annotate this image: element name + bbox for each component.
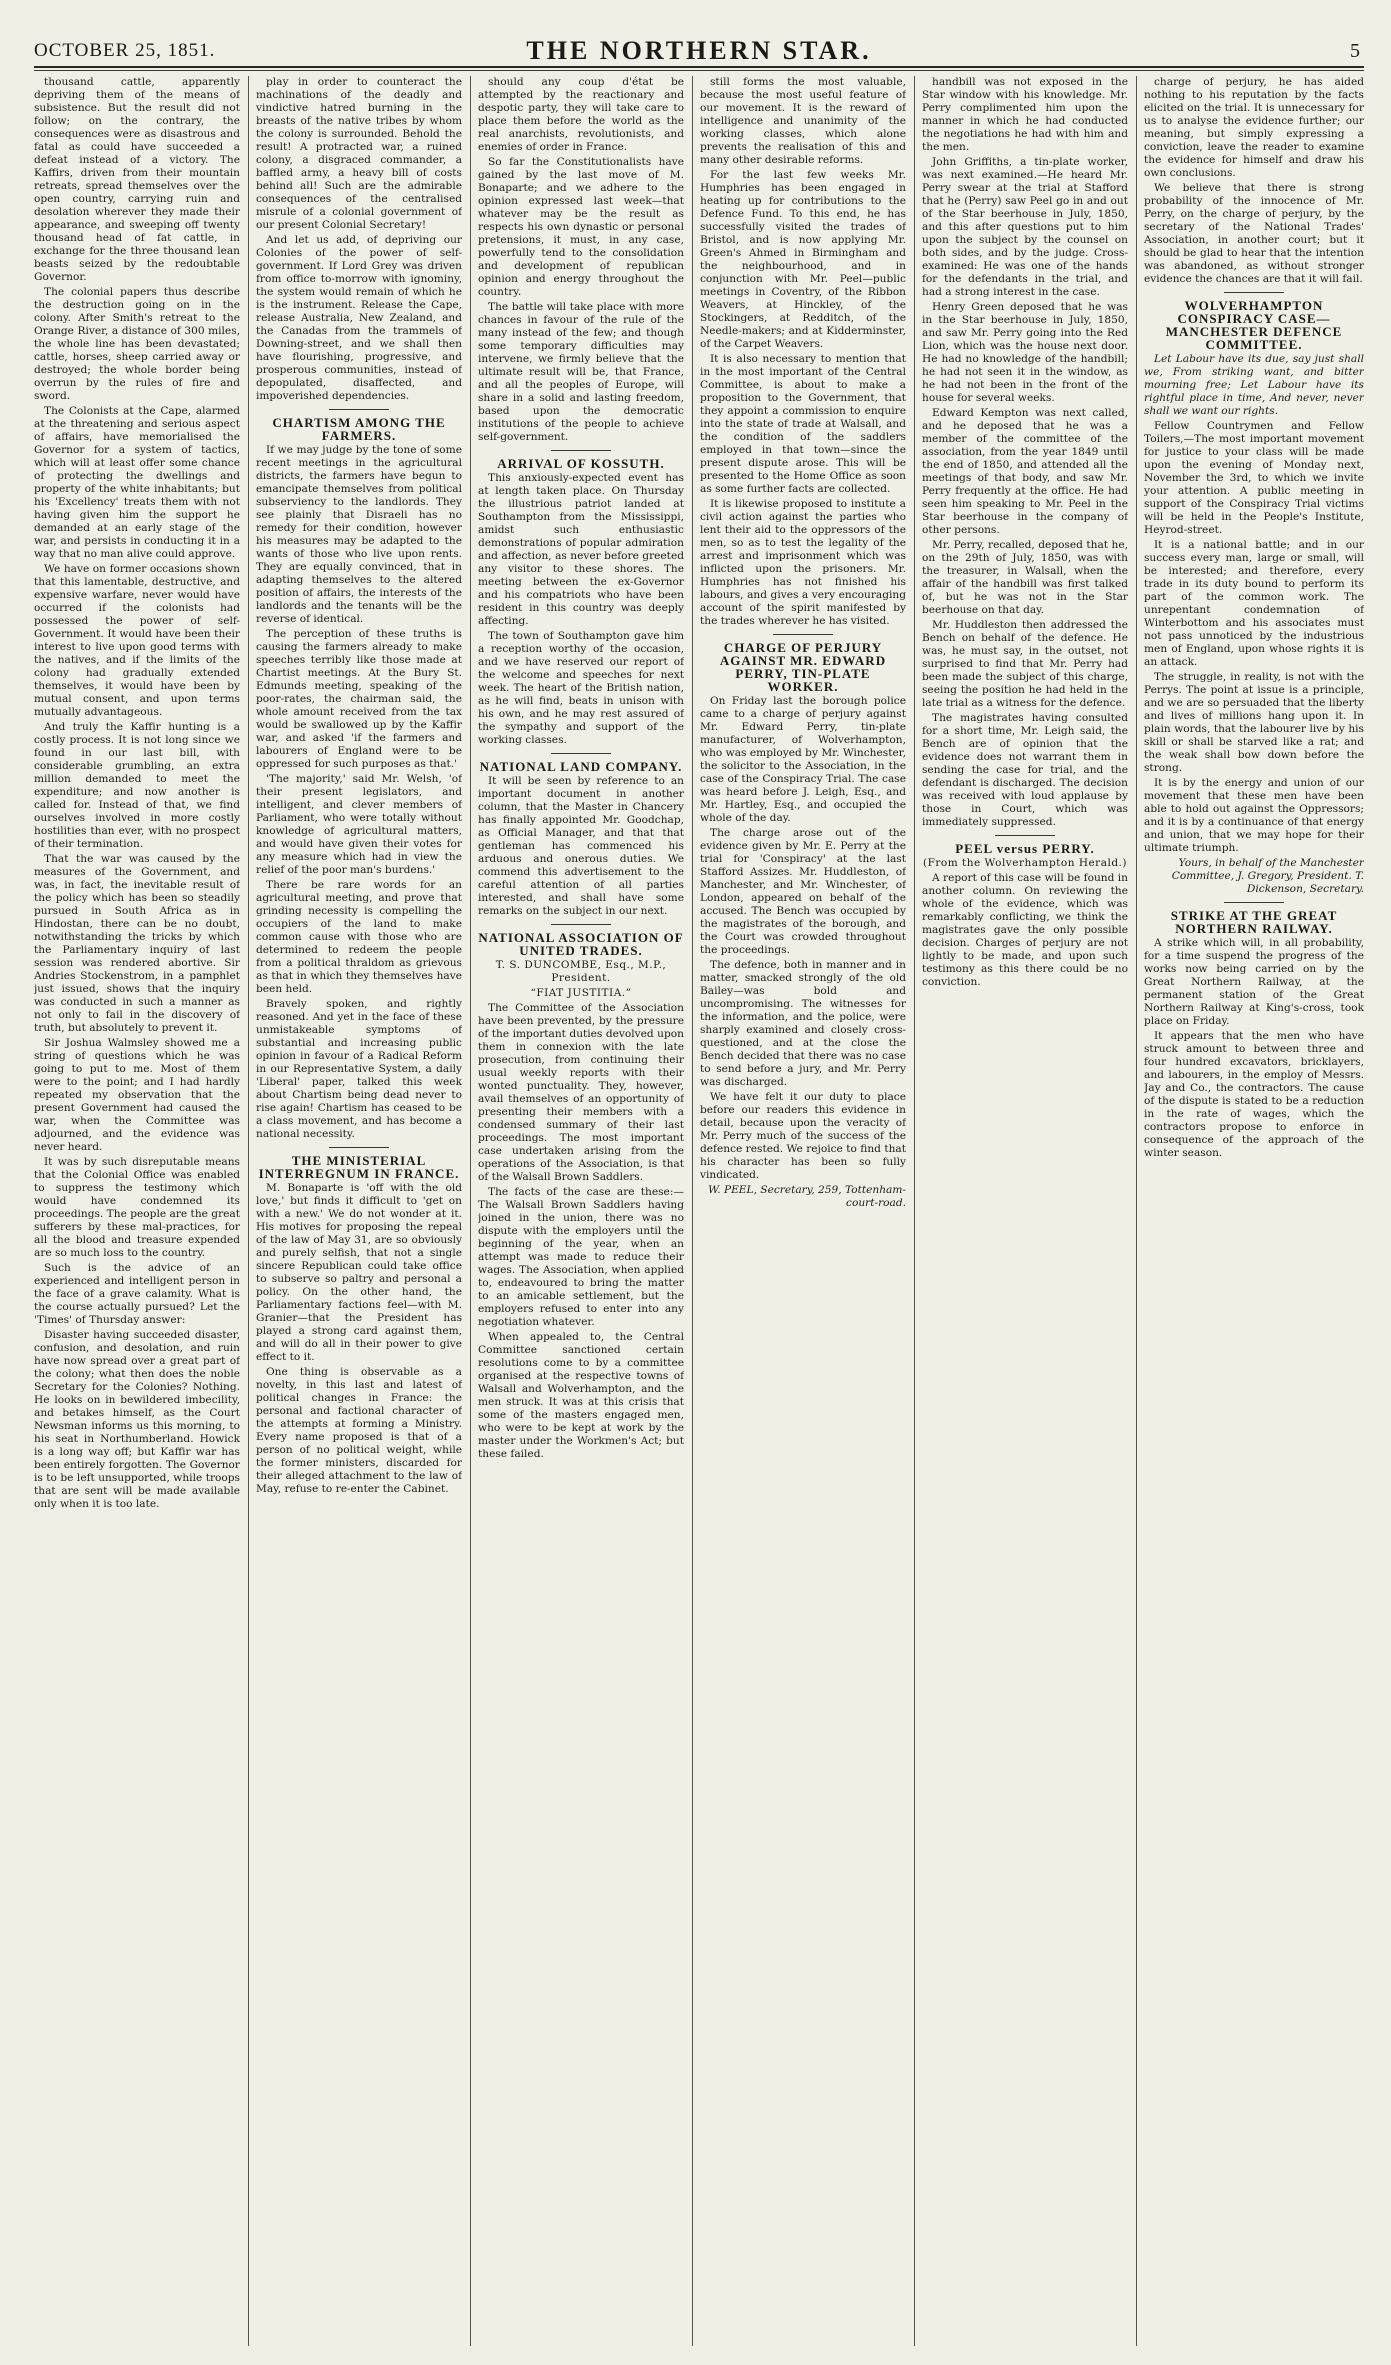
paragraph: So far the Constitutionalists have gained by the last move of M. Bonaparte; and we adhere to the opinion expressed last week—that whatever may be the result as respects his own dynastic or personal pretensions, it must, in any case, powerfully tend to the consolidation and development of republican opinion and energy throughout the country.: [478, 156, 684, 298]
paragraph: Mr. Perry, recalled, deposed that he, on the 29th of July, 1850, was with the treasurer, in Walsall, when the affair of the handbill was first talked of, but he was not in the Star beerhouse on that day.: [922, 539, 1128, 616]
column-divider: [470, 76, 471, 2346]
paragraph: Disaster having succeeded disaster, confusion, and desolation, and ruin have now spread over a great part of the colony; what then does the noble Secretary for the Colonies? Nothing. He looks on in bewildered imbecility, and betakes himself, as the Court Newsman informs us this morning, to his seat in Northumberland. Howick is a long way off; but Kaffir war has been entirely forgotten. The Governor is to be left unsupported, while troops that are sent will be made available only when it is too late.: [34, 1329, 240, 1510]
headline-chartism: CHARTISM AMONG THE FARMERS.: [272, 415, 446, 443]
paragraph: Such is the advice of an experienced and intelligent person in the face of a grave calamity. What is the course actually pursued? Let the 'Times' of Thursday answer:: [34, 1262, 240, 1326]
paragraph: should any coup d'état be attempted by the reactionary and despotic party, they will take care to place them before the world as the real anarchists, revolutionists, and enemies of order in France.: [478, 76, 684, 153]
paragraph: thousand cattle, apparently depriving them of the means of subsistence. But the result did not follow; on the contrary, the consequences were as disastrous and fatal as could have succeeded a defeat instead of a victory. The Kaffirs, driven from their mountain retreats, spread themselves over the open country, carrying ruin and desolation wherever they made their appearance, and sweeping off twenty thousand head of fat cattle, in exchange for the three thousand lean beasts seized by the redoubtable Governor.: [34, 76, 240, 283]
paragraph: It is a national battle; and in our success every man, large or small, will be interested; and therefore, every trade in its duty bound to perform its part of the common work. The unrepentant condemnation of Winterbottom and his associates must not pass unnoticed by the industrious men of England, upon whose rights it is an attack.: [1144, 539, 1364, 668]
paragraph: Fellow Countrymen and Fellow Toilers,—The most important movement for justice to your class will be made upon the evening of Monday next, November the 3rd, to which we invite your attention. A public meeting in support of the Conspiracy Trial victims will be held in the People's Institute, Heyrod-street.: [1144, 420, 1364, 536]
headline-peel-versus-perry: PEEL versus PERRY.: [955, 841, 1095, 856]
paragraph: A report of this case will be found in another column. On reviewing the whole of the evidence, which was remarkably conflicting, we think the magistrates gave the only possible decision. Charges of perjury are not lightly to be made, and upon such testimony as this there could be no conviction.: [922, 872, 1128, 988]
section-rule: [329, 1147, 389, 1148]
page-number: 5: [1350, 40, 1360, 62]
paragraph: The perception of these truths is causing the farmers already to make speeches terribly like those made at Chartist meetings. At the Bury St. Edmunds meeting, speaking of the poor-rates, the chairman said, the whole amount received from the tax would be swallowed up by the Kaffir war, and asked 'if the farmers and labourers of England were to be oppressed for such purposes as that.': [256, 628, 462, 770]
paragraph: One thing is observable as a novelty, in this last and latest of political changes in France: the personal and factional character of the attempts at forming a Ministry. Every name proposed is that of a person of no political weight, while the former ministers, discarded for their alleged attachment to the law of May, refuse to re-enter the Cabinet.: [256, 1366, 462, 1495]
section-rule: [773, 634, 833, 635]
source-line: (From the Wolverhampton Herald.): [923, 857, 1127, 869]
masthead-rule: [34, 70, 1364, 71]
verse: Let Labour have its due, say just shall we, From striking want, and bitter mourning free; Let Labour have its rightful place in time, And never, never shall we want our rights.: [1144, 353, 1364, 417]
paragraph: We have felt it our duty to place before our readers this evidence in detail, because upon the veracity of Mr. Perry much of the success of the defence rested. We rejoice to find that his character has been so fully vindicated.: [700, 1091, 906, 1181]
newspaper-title: THE NORTHERN STAR.: [526, 36, 872, 65]
headline-railway-strike: STRIKE AT THE GREAT NORTHERN RAILWAY.: [1170, 908, 1338, 936]
paragraph: The charge arose out of the evidence given by Mr. E. Perry at the trial for 'Conspiracy' at the last Stafford Assizes. Mr. Huddleston, of Manchester, and Mr. Winchester, of London, appeared on behalf of the accused. The Bench was occupied by the magistrates of the borough, and the Court was crowded throughout the proceedings.: [700, 827, 906, 956]
paragraph: The Committee of the Association have been prevented, by the pressure of the important duties devolved upon them in connexion with the late prosecution, from continuing their usual weekly reports with their wonted punctuality. They, however, avail themselves of an opportunity of presenting their members with a condensed summary of their last proceedings. The most important case undertaken arising from the operations of the Association, is that of the Walsall Brown Saddlers.: [478, 1002, 684, 1183]
paragraph: It is by the energy and union of our movement that these men have been able to hold out against the Oppressors; and it is by a continuance of that energy and union, that we may hope for their ultimate triumph.: [1144, 777, 1364, 854]
paragraph: It is likewise proposed to institute a civil action against the parties who lent their aid to the oppressors of the men, so as to test the legality of the arrest and imprisonment which was inflicted upon the prisoners. Mr. Humphries has not finished his labours, and gives a very encouraging account of the spirit manifested by the trades wherever he has visited.: [700, 498, 906, 627]
paragraph: Henry Green deposed that he was in the Star beerhouse in July, 1850, and saw Mr. Perry going into the Red Lion, which was the house next door. He had no knowledge of the handbill; he had not seen it in the window, as he had not been in the front of the house for several weeks.: [922, 301, 1128, 404]
column-4: [700, 76, 906, 2346]
column-divider: [692, 76, 693, 2346]
section-rule: [1224, 292, 1284, 293]
column-divider: [914, 76, 915, 2346]
paragraph: The struggle, in reality, is not with the Perrys. The point at issue is a principle, and we are so persuaded that the liberty and lives of millions hang upon it. In plain words, that the labourer live by his skill or shall be starved like a rat; and the weak shall bow down before the strong.: [1144, 671, 1364, 774]
signature: Yours, in behalf of the Manchester Committee, J. Gregory, President. T. Dickenson, Secretary.: [1171, 857, 1364, 895]
paragraph: The facts of the case are these:— The Walsall Brown Saddlers having joined in the union, there was no dispute with the employers until the beginning of the year, when an attempt was made to reduce their wages. The Association, when applied to, endeavoured to bring the matter to an amicable settlement, but the employers refused to enter into any negotiation whatever.: [478, 1186, 684, 1328]
column-5: [922, 76, 1128, 2346]
headline-defence-committee: WOLVERHAMPTON CONSPIRACY CASE— MANCHESTER DEFENCE COMMITTEE.: [1165, 298, 1343, 352]
paragraph: That the war was caused by the measures of the Government, and was, in fact, the inevitable result of the policy which has been so steadily pursued in South Africa as in Hindostan, there can be no doubt, notwithstanding the tricks by which the Parliamentary inquiry of last session was rendered abortive. Sir Andries Stockenstrom, in a pamphlet just issued, shows that the inquiry was conducted in such a manner as not only to fail in the discovery of truth, but absolutely to prevent it.: [34, 853, 240, 1034]
paragraph: We have on former occasions shown that this lamentable, destructive, and expensive warfare, never would have occurred if the colonists had possessed the power of self-Government. It would have been their interest to live upon good terms with the natives, and if the limits of the colony had gradually extended themselves, it would have been by mutual consent, and upon terms mutually advantageous.: [34, 563, 240, 718]
paragraph: It is also necessary to mention that in the most important of the Central Committee, is about to make a proposition to the Government, that they appoint a commission to enquire into the state of trade at Walsall, and the condition of the saddlers employed in that town—since the present dispute arose. This will be presented to the Home Office as soon as some further facts are collected.: [700, 353, 906, 495]
columns-area: [34, 76, 1364, 2346]
column-3: [478, 76, 684, 2346]
paragraph: Mr. Huddleston then addressed the Bench on behalf of the defence. He was, he must say, in the outset, not surprised to find that Mr. Perry had been made the subject of this charge, seeing the position he had held in the late trial as a witness for the defence.: [922, 619, 1128, 709]
column-6: [1144, 76, 1364, 2346]
paragraph: 'The majority,' said Mr. Welsh, 'of their present legislators, and intelligent, and clever members of Parliament, who were totally without knowledge of agricultural matters, and would have given their votes for any measure which had in view the relief of the poor man's burdens.': [256, 773, 462, 876]
paragraph: The colonial papers thus describe the destruction going on in the colony. After Smith's retreat to the Orange River, a distance of 300 miles, the whole line has been devastated; cattle, horses, sheep carried away or destroyed; the whole border being overrun by the rules of fire and sword.: [34, 286, 240, 402]
paragraph: charge of perjury, he has aided nothing to his reputation by the facts elicited on the trial. It is unnecessary for us to analyse the evidence further; our meaning, but simply expressing a conviction, leave the reader to examine the evidence for himself and draw his own conclusions.: [1144, 76, 1364, 179]
signature: W. PEEL, Secretary, 259, Tottenham-court-road.: [708, 1184, 906, 1209]
paragraph: John Griffiths, a tin-plate worker, was next examined.—He heard Mr. Perry swear at the trial at Stafford that he (Perry) saw Peel go in and out of the Star beerhouse in July, 1850, and this after questions put to him upon the subject by the counsel on both sides, and by the judge. Cross-examined: He was one of the hands for the defendants in the trial, and had a strong interest in the case.: [922, 156, 1128, 298]
section-rule: [551, 753, 611, 754]
paragraph: still forms the most valuable, because the most useful feature of our movement. It is the reward of intelligence and unanimity of the working classes, which alone prevents the realisation of this and many other desirable reforms.: [700, 76, 906, 166]
paragraph: play in order to counteract the machinations of the deadly and vindictive hatred burning in the breasts of the native tribes by whom the colony is surrounded. Behold the result! A protracted war, a ruined colony, a disgraced commander, a baffled army, a heavy bill of costs behind all! Such are the admirable consequences of the centralised misrule of a colonial government of our present Colonial Secretary!: [256, 76, 462, 231]
paragraph: The magistrates having consulted for a short time, Mr. Leigh said, the Bench are of opinion that the evidence does not warrant them in sending the case for trial, and the defendant is discharged. The decision was received with loud applause by those in Court, which was immediately suppressed.: [922, 712, 1128, 828]
masthead: [34, 38, 1364, 68]
section-rule: [1224, 902, 1284, 903]
column-1: [34, 76, 240, 2346]
paragraph: And let us add, of depriving our Colonies of the power of self-government. If Lord Grey was driven from office to-morrow with ignominy, the system would remain of which he is the instrument. Release the Cape, release Australia, New Zealand, and the Canadas from the trammels of Downing-street, and we shall then have flourishing, progressive, and prosperous communities, instead of depopulated, disaffected, and impoverished dependencies.: [256, 234, 462, 402]
paragraph: For the last few weeks Mr. Humphries has been engaged in heating up for contributions to the Defence Fund. To this end, he has successfully visited the trades of Bristol, and is now applying Mr. Green's Ahmed in Birmingham and the neighbourhood, and in conjunction with Mr. Peel—public meetings in Coventry, of the Ribbon Weavers, at Hinckley, of the Stockingers, at Redditch, of the Needle-makers; and at Kidderminster, of the Carpet Weavers.: [700, 169, 906, 350]
paragraph: The defence, both in manner and in matter, smacked strongly of the old Bailey—was bold and uncompromising. The witnesses for the information, and the police, were sharply examined and closely cross-questioned, and at the close the Bench decided that there was no case to send before a jury, and Mr. Perry was discharged.: [700, 959, 906, 1088]
paragraph: It will be seen by reference to an important document in another column, that the Master in Chancery has finally appointed Mr. Goodchap, as Official Manager, and that that gentleman has commenced his arduous and onerous duties. We commend this advertisement to the careful attention of all parties interested, and shall have some remarks on the subject in our next.: [478, 775, 684, 917]
paragraph: When appealed to, the Central Committee sanctioned certain resolutions come to by a committee organised at the respective towns of Walsall and Wolverhampton, and the men struck. It was at this crisis that some of the masters engaged men, who were to be kept at work by the master under the Workmen's Act; but these failed.: [478, 1331, 684, 1460]
headline-kossuth: ARRIVAL OF KOSSUTH.: [497, 456, 665, 471]
headline-perjury: CHARGE OF PERJURY AGAINST MR. EDWARD PERRY, TIN-PLATE WORKER.: [719, 640, 887, 694]
paragraph: It was by such disreputable means that the Colonial Office was enabled to suppress the testimony which would have condemned its proceedings. The people are the great sufferers by these mal-practices, for all the blood and treasure expended are so much loss to the country.: [34, 1156, 240, 1259]
paragraph: This anxiously-expected event has at length taken place. On Thursday the illustrious patriot landed at Southampton from the Mississippi, amidst such enthusiastic demonstrations of popular admiration and affection, as never before greeted any visitor to these shores. The meeting between the ex-Governor and his compatriots who have been resident in this country was deeply affecting.: [478, 472, 684, 627]
motto: “FIAT JUSTITIA.”: [530, 987, 632, 999]
paragraph: M. Bonaparte is 'off with the old love,' but finds it difficult to 'get on with a new.' We do not wonder at it. His motives for proposing the repeal of the law of May 31, are so obviously and purely selfish, that not a single sincere Republican could take office to subserve so paltry and personal a policy. On the other hand, the Parliamentary factions feel—with M. Granier—that the President has played a strong card against them, and will do all in their power to give effect to it.: [256, 1182, 462, 1363]
column-divider: [248, 76, 249, 2346]
column-2: [256, 76, 462, 2346]
paragraph: Edward Kempton was next called, and he deposed that he was a member of the committee of the association, from the year 1849 until the end of 1850, and attended all the meetings of that body, and saw Mr. Perry frequently at the office. He had seen him speaking to Mr. Peel in the Star beerhouse in the company of other persons.: [922, 407, 1128, 536]
president-line: T. S. DUNCOMBE, Esq., M.P., President.: [495, 959, 667, 984]
paragraph: If we may judge by the tone of some recent meetings in the agricultural districts, the farmers have begun to emancipate themselves from political subserviency to the landlords. They see plainly that Disraeli has no remedy for their condition, however his measures may be adapted to the wants of those who live upon rents. They are equally convinced, that in adapting themselves to the altered position of affairs, the interests of the landlords and the tenants will be the reverse of identical.: [256, 444, 462, 625]
paragraph: And truly the Kaffir hunting is a costly process. It is not long since we found in our last bill, with considerable grumbling, an extra million demanded to meet the expenditure; and now another is called for. Instead of that, we find ourselves involved in more costly hostilities than ever, with no prospect of their termination.: [34, 721, 240, 850]
paragraph: Sir Joshua Walmsley showed me a string of questions which he was going to put to me. Most of them were to the point; and I had hardly repeated my observation that the present Government had caused the war, when the Committee was adjourned, and the evidence was never heard.: [34, 1037, 240, 1153]
paragraph: The battle will take place with more chances in favour of the rule of the many instead of the few; and though some temporary difficulties may intervene, we firmly believe that the ultimate result will be, that France, and all the peoples of Europe, will share in a solid and lasting freedom, based upon the democratic institutions of the people to achieve self-government.: [478, 301, 684, 443]
headline-united-trades: NATIONAL ASSOCIATION OF UNITED TRADES.: [478, 930, 684, 958]
section-rule: [995, 835, 1055, 836]
paragraph: On Friday last the borough police came to a charge of perjury against Mr. Edward Perry, tin-plate manufacturer, of Wolverhampton, who was employed by Mr. Winchester, the solicitor to the Association, in the case of the Conspiracy Trial. The case was heard before J. Leigh, Esq., and Mr. Hartley, Esq., and occupied the whole of the day.: [700, 695, 906, 824]
paragraph: There be rare words for an agricultural meeting, and prove that grinding necessity is compelling the occupiers of the land to make common cause with those who are determined to redeem the people from a political thraldom as grievous as that in which they themselves have been held.: [256, 879, 462, 995]
headline-land-company: NATIONAL LAND COMPANY.: [479, 759, 683, 774]
headline-interregnum: THE MINISTERIAL INTERREGNUM IN FRANCE.: [258, 1153, 460, 1181]
paragraph: We believe that there is strong probability of the innocence of Mr. Perry, on the charge of perjury, by the secretary of the National Trades' Association, in another court; but it should be glad to hear that the intention was abandoned, as without stronger evidence the chances are that it will fail.: [1144, 182, 1364, 285]
paragraph: It appears that the men who have struck amount to between three and four hundred excavators, bricklayers, and labourers, in the employ of Messrs. Jay and Co., the contractors. The cause of the dispute is stated to be a reduction in the rate of wages, which the contractors propose to enforce in consequence of the approach of the winter season.: [1144, 1030, 1364, 1159]
paragraph: The Colonists at the Cape, alarmed at the threatening and serious aspect of affairs, have memorialised the Governor for a system of tactics, which will at least offer some chance of protecting the dwellings and property of the white inhabitants; but his 'Excellency' treats them with not having given him the support he demanded at an early stage of the war, and persists in conducting it in a way that no man alive could approve.: [34, 405, 240, 560]
section-rule: [551, 924, 611, 925]
column-divider: [1136, 76, 1137, 2346]
section-rule: [551, 450, 611, 451]
section-rule: [329, 409, 389, 410]
paragraph: The town of Southampton gave him a reception worthy of the occasion, and we have reserved our report of the welcome and speeches for next week. The heart of the British nation, as he will find, beats in unison with his own, and he may rest assured of the sympathy and support of the working classes.: [478, 630, 684, 746]
paragraph: Bravely spoken, and rightly reasoned. And yet in the face of these unmistakeable symptoms of substantial and increasing public opinion in favour of a Radical Reform in our Representative System, a daily 'Liberal' paper, talked this week about Chartism being dead never to rise again! Chartism has ceased to be a class movement, and has become a national necessity.: [256, 998, 462, 1140]
paragraph: handbill was not exposed in the Star window with his knowledge. Mr. Perry complimented him upon the manner in which he had conducted the negotiations he had with him and the men.: [922, 76, 1128, 153]
paragraph: A strike which will, in all probability, for a time suspend the progress of the works now being carried on by the Great Northern Railway, at the permanent station of the Great Northern Railway at King's-cross, took place on Friday.: [1144, 937, 1364, 1027]
issue-date: OCTOBER 25, 1851.: [34, 40, 216, 61]
